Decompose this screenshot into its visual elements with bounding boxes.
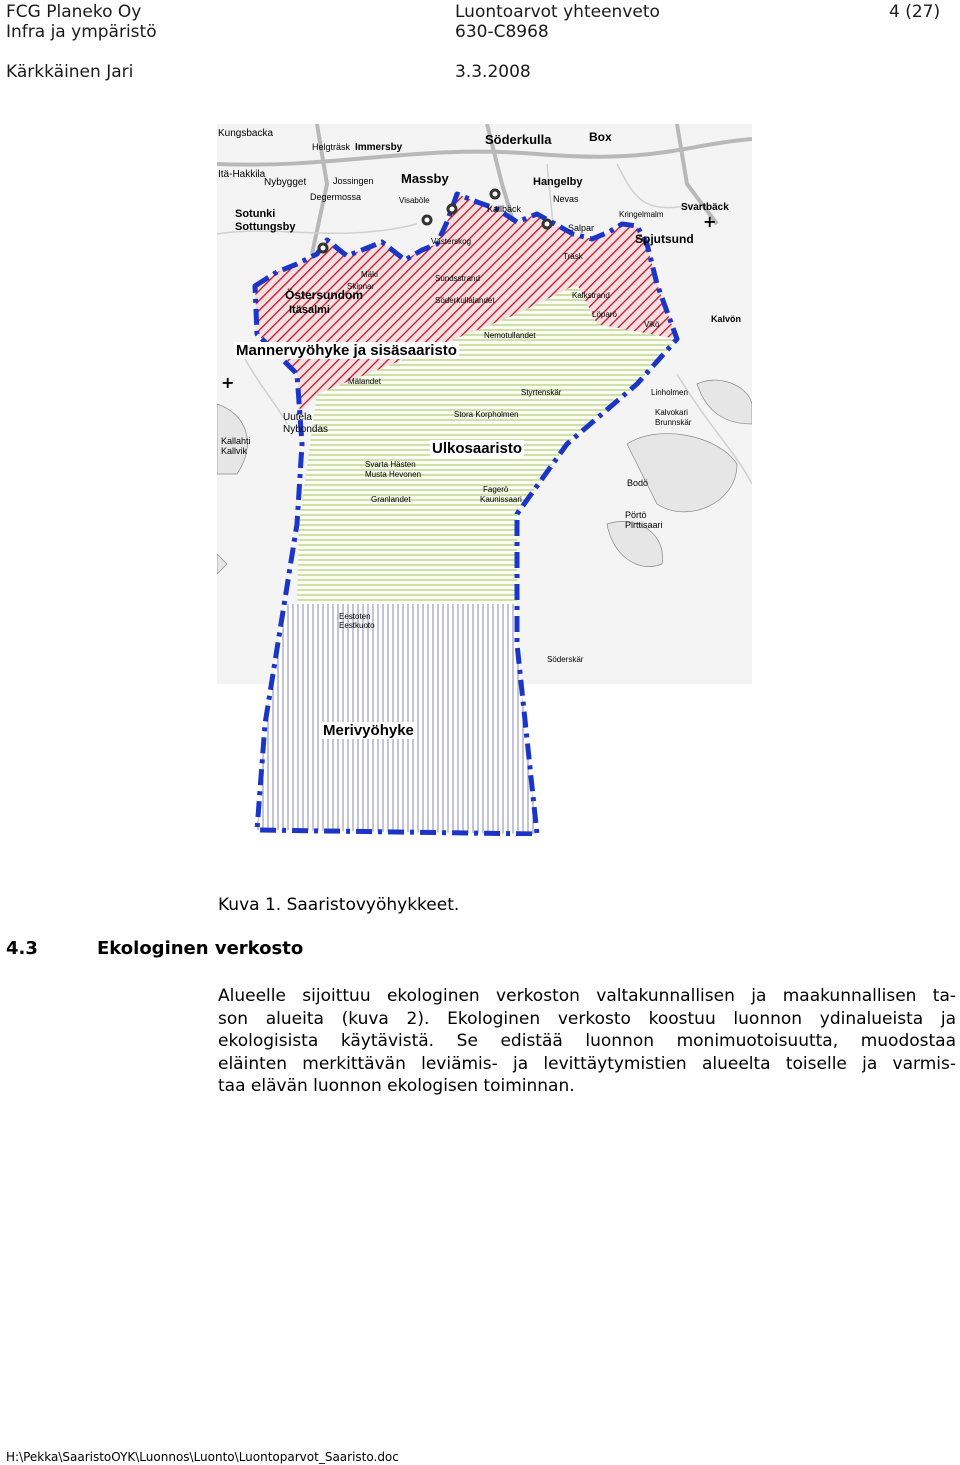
place-label: Stora Korpholmen [454,410,519,419]
place-label: Granlandet [371,495,411,504]
paragraph-line: Alueelle sijoittuu ekologinen verkoston valtakunnallisen ja maakunnallisen ta- [218,986,956,1006]
place-label: Itä-Hakkila [218,169,266,180]
place-label: Spjutsund [635,232,694,246]
place-label: Vikö [644,320,660,329]
section-number: 4.3 [6,938,38,959]
place-label: Box [589,130,612,144]
place-label: Kringelmalm [619,210,664,219]
place-label: Musta Hevonen [365,470,422,479]
place-label: Hangelby [533,176,583,188]
place-label: Salpar [568,223,595,233]
section-title: Ekologinen verkosto [97,938,304,959]
place-label: Bodö [627,478,649,488]
place-label: Nybondas [283,424,329,435]
place-label: Kallvik [221,446,248,456]
header-doc-title: Luontoarvot yhteenveto [455,2,660,22]
place-label: Styrtenskär [521,388,562,397]
place-label: Degermossa [310,192,362,202]
place-label: Löparö [592,310,617,319]
place-label: Kalvokari [655,408,688,417]
place-label: Söderkulla [485,132,552,147]
paragraph-line: taa elävän luonnon ekologisen toiminnan. [218,1076,575,1096]
place-label: Svarta Hästen [365,460,416,469]
zone-label-sea: Merivyöhyke [323,722,414,739]
header-date: 3.3.2008 [455,62,531,82]
place-label: Kungsbacka [218,128,274,139]
place-label: Kaunissaari [480,495,522,504]
place-label: Linholmen [651,388,688,397]
place-label: Sotunki [235,208,276,220]
place-label: Träsk [563,252,583,261]
place-label: Sundsstrand [435,274,480,283]
place-label: Eestkuoto [339,621,375,630]
place-label: Brunnskär [655,418,692,427]
place-label: Sottungsby [235,221,296,233]
place-label: Mäki [361,270,378,279]
map-svg [217,124,752,836]
place-label: Söderskär [547,655,584,664]
place-label: Visaböle [399,196,430,205]
zone-label-outer: Ulkosaaristo [432,440,523,457]
footer-file-path: H:\Pekka\SaaristoOYK\Luonnos\Luonto\Luontoparvot_Saaristo.doc [6,1450,399,1464]
place-label: Svartbäck [681,202,729,213]
zone-label-inner: Mannervyöhyke ja sisäsaaristo [236,342,457,359]
paragraph-line: son alueita (kuva 2). Ekologinen verkosto koostuu luonnon ydinalueista ja [218,1008,956,1029]
place-label: Kalvön [711,314,742,324]
place-label: Kalkstrand [572,291,610,300]
place-label: Jossingen [333,176,374,186]
header-department: Infra ja ympäristö [6,22,157,42]
place-label: Pörtö [625,510,647,520]
place-label: Eestoten [339,612,371,621]
place-label: Nevas [553,194,579,204]
paragraph-line: ekologisista käytävistä. Se edistää luonnon monimuotoisuutta, muodostaa [218,1031,956,1051]
place-label: Uutela [283,412,312,423]
place-label: Helgträsk [312,142,351,152]
place-label: Kallbäck [487,204,522,214]
place-label: Itäsalmi [289,304,330,316]
place-label: Fagerö [483,485,509,494]
place-label: Västerskog [431,237,472,246]
place-label: Skinnar [347,282,375,291]
place-label: Mälandet [348,377,381,386]
header-author: Kärkkäinen Jari [6,62,134,82]
header-page-number: 4 (27) [889,2,941,22]
header-doc-code: 630-C8968 [455,22,549,42]
place-label: Immersby [355,142,403,153]
place-label: Söderkullalandet [435,296,495,305]
place-label: Östersundom [285,288,364,302]
place-label: Kallahti [221,436,251,446]
body-paragraph [218,985,956,1098]
place-label: Nemotullandet [484,331,536,340]
place-label: Pirttisaari [625,520,663,530]
figure-caption: Kuva 1. Saaristovyöhykkeet. [218,895,460,915]
zone-map [217,124,752,836]
place-label: Massby [401,171,449,186]
cross-marker-right: + [703,212,717,231]
paragraph-line: eläinten merkittävän leviämis- ja levittäytymistien alueelta toiselle ja varmis- [218,1053,956,1074]
header-company: FCG Planeko Oy [6,2,142,22]
place-label: Nybygget [264,177,307,188]
cross-marker-left: + [221,373,235,392]
